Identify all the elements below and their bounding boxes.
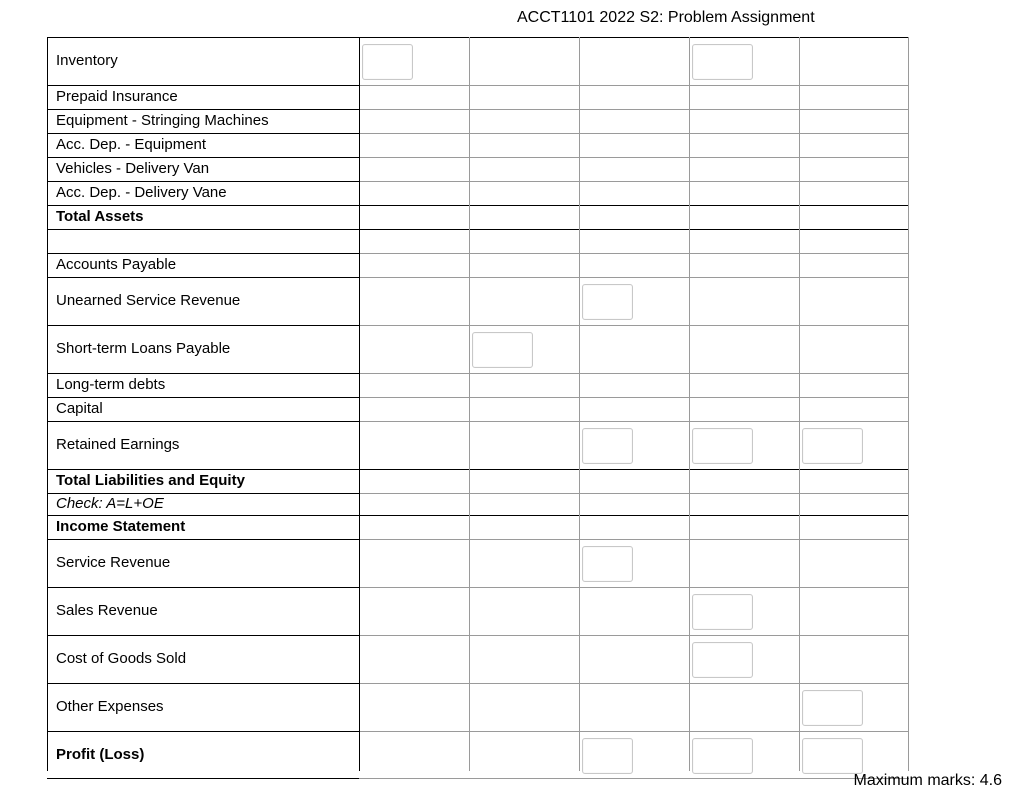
label-divider	[47, 635, 359, 636]
column-divider	[908, 37, 909, 771]
label-divider	[47, 133, 359, 134]
row-label: Equipment - Stringing Machines	[56, 112, 269, 129]
maximum-marks: Maximum marks: 4.6	[853, 772, 1002, 789]
row-label: Check: A=L+OE	[56, 495, 164, 512]
label-divider	[47, 587, 359, 588]
label-divider	[47, 229, 359, 230]
row-label: Short-term Loans Payable	[56, 340, 231, 357]
label-divider	[47, 205, 359, 206]
row-label: Cost of Goods Sold	[56, 650, 187, 667]
answer-input[interactable]	[582, 428, 633, 464]
answer-input[interactable]	[582, 546, 633, 582]
row-label: Capital	[56, 400, 103, 417]
row-label: Acc. Dep. - Equipment	[56, 136, 207, 153]
label-bottom-border	[47, 778, 359, 779]
column-divider	[799, 37, 800, 771]
label-divider	[47, 253, 359, 254]
answer-input[interactable]	[582, 738, 633, 774]
label-divider	[47, 85, 359, 86]
row-label: Profit (Loss)	[56, 746, 145, 763]
row-label: Service Revenue	[56, 554, 171, 571]
row-label: Inventory	[56, 52, 118, 69]
row-label: Unearned Service Revenue	[56, 292, 241, 309]
column-divider	[689, 37, 690, 771]
answer-input[interactable]	[802, 690, 863, 726]
answer-input[interactable]	[362, 44, 413, 80]
answer-input[interactable]	[692, 44, 753, 80]
label-divider	[47, 539, 359, 540]
column-divider	[47, 37, 48, 771]
label-divider	[47, 515, 359, 516]
assignment-table	[47, 37, 909, 771]
row-label: Long-term debts	[56, 376, 166, 393]
answer-input[interactable]	[472, 332, 533, 368]
answer-input[interactable]	[692, 428, 753, 464]
row-label: Prepaid Insurance	[56, 88, 178, 105]
row-label: Acc. Dep. - Delivery Vane	[56, 184, 227, 201]
row-label: Total Assets	[56, 208, 144, 225]
answer-input[interactable]	[802, 738, 863, 774]
label-divider	[47, 493, 359, 494]
answer-input[interactable]	[692, 642, 753, 678]
answer-input[interactable]	[802, 428, 863, 464]
row-label: Vehicles - Delivery Van	[56, 160, 210, 177]
label-divider	[47, 37, 359, 38]
label-divider	[47, 373, 359, 374]
label-divider	[47, 683, 359, 684]
row-label: Retained Earnings	[56, 436, 180, 453]
label-divider	[47, 157, 359, 158]
answer-input[interactable]	[692, 738, 753, 774]
page-title: ACCT1101 2022 S2: Problem Assignment	[517, 9, 815, 26]
row-label: Accounts Payable	[56, 256, 177, 273]
column-divider	[469, 37, 470, 771]
column-divider	[579, 37, 580, 771]
label-divider	[47, 277, 359, 278]
row-label: Other Expenses	[56, 698, 164, 715]
label-divider	[47, 325, 359, 326]
row-label: Income Statement	[56, 518, 186, 535]
column-divider	[359, 37, 360, 771]
label-divider	[47, 469, 359, 470]
label-divider	[47, 731, 359, 732]
answer-input[interactable]	[692, 594, 753, 630]
label-divider	[47, 397, 359, 398]
answer-input[interactable]	[582, 284, 633, 320]
label-divider	[47, 181, 359, 182]
label-divider	[47, 421, 359, 422]
row-label: Total Liabilities and Equity	[56, 472, 245, 489]
label-divider	[47, 109, 359, 110]
row-label: Sales Revenue	[56, 602, 158, 619]
